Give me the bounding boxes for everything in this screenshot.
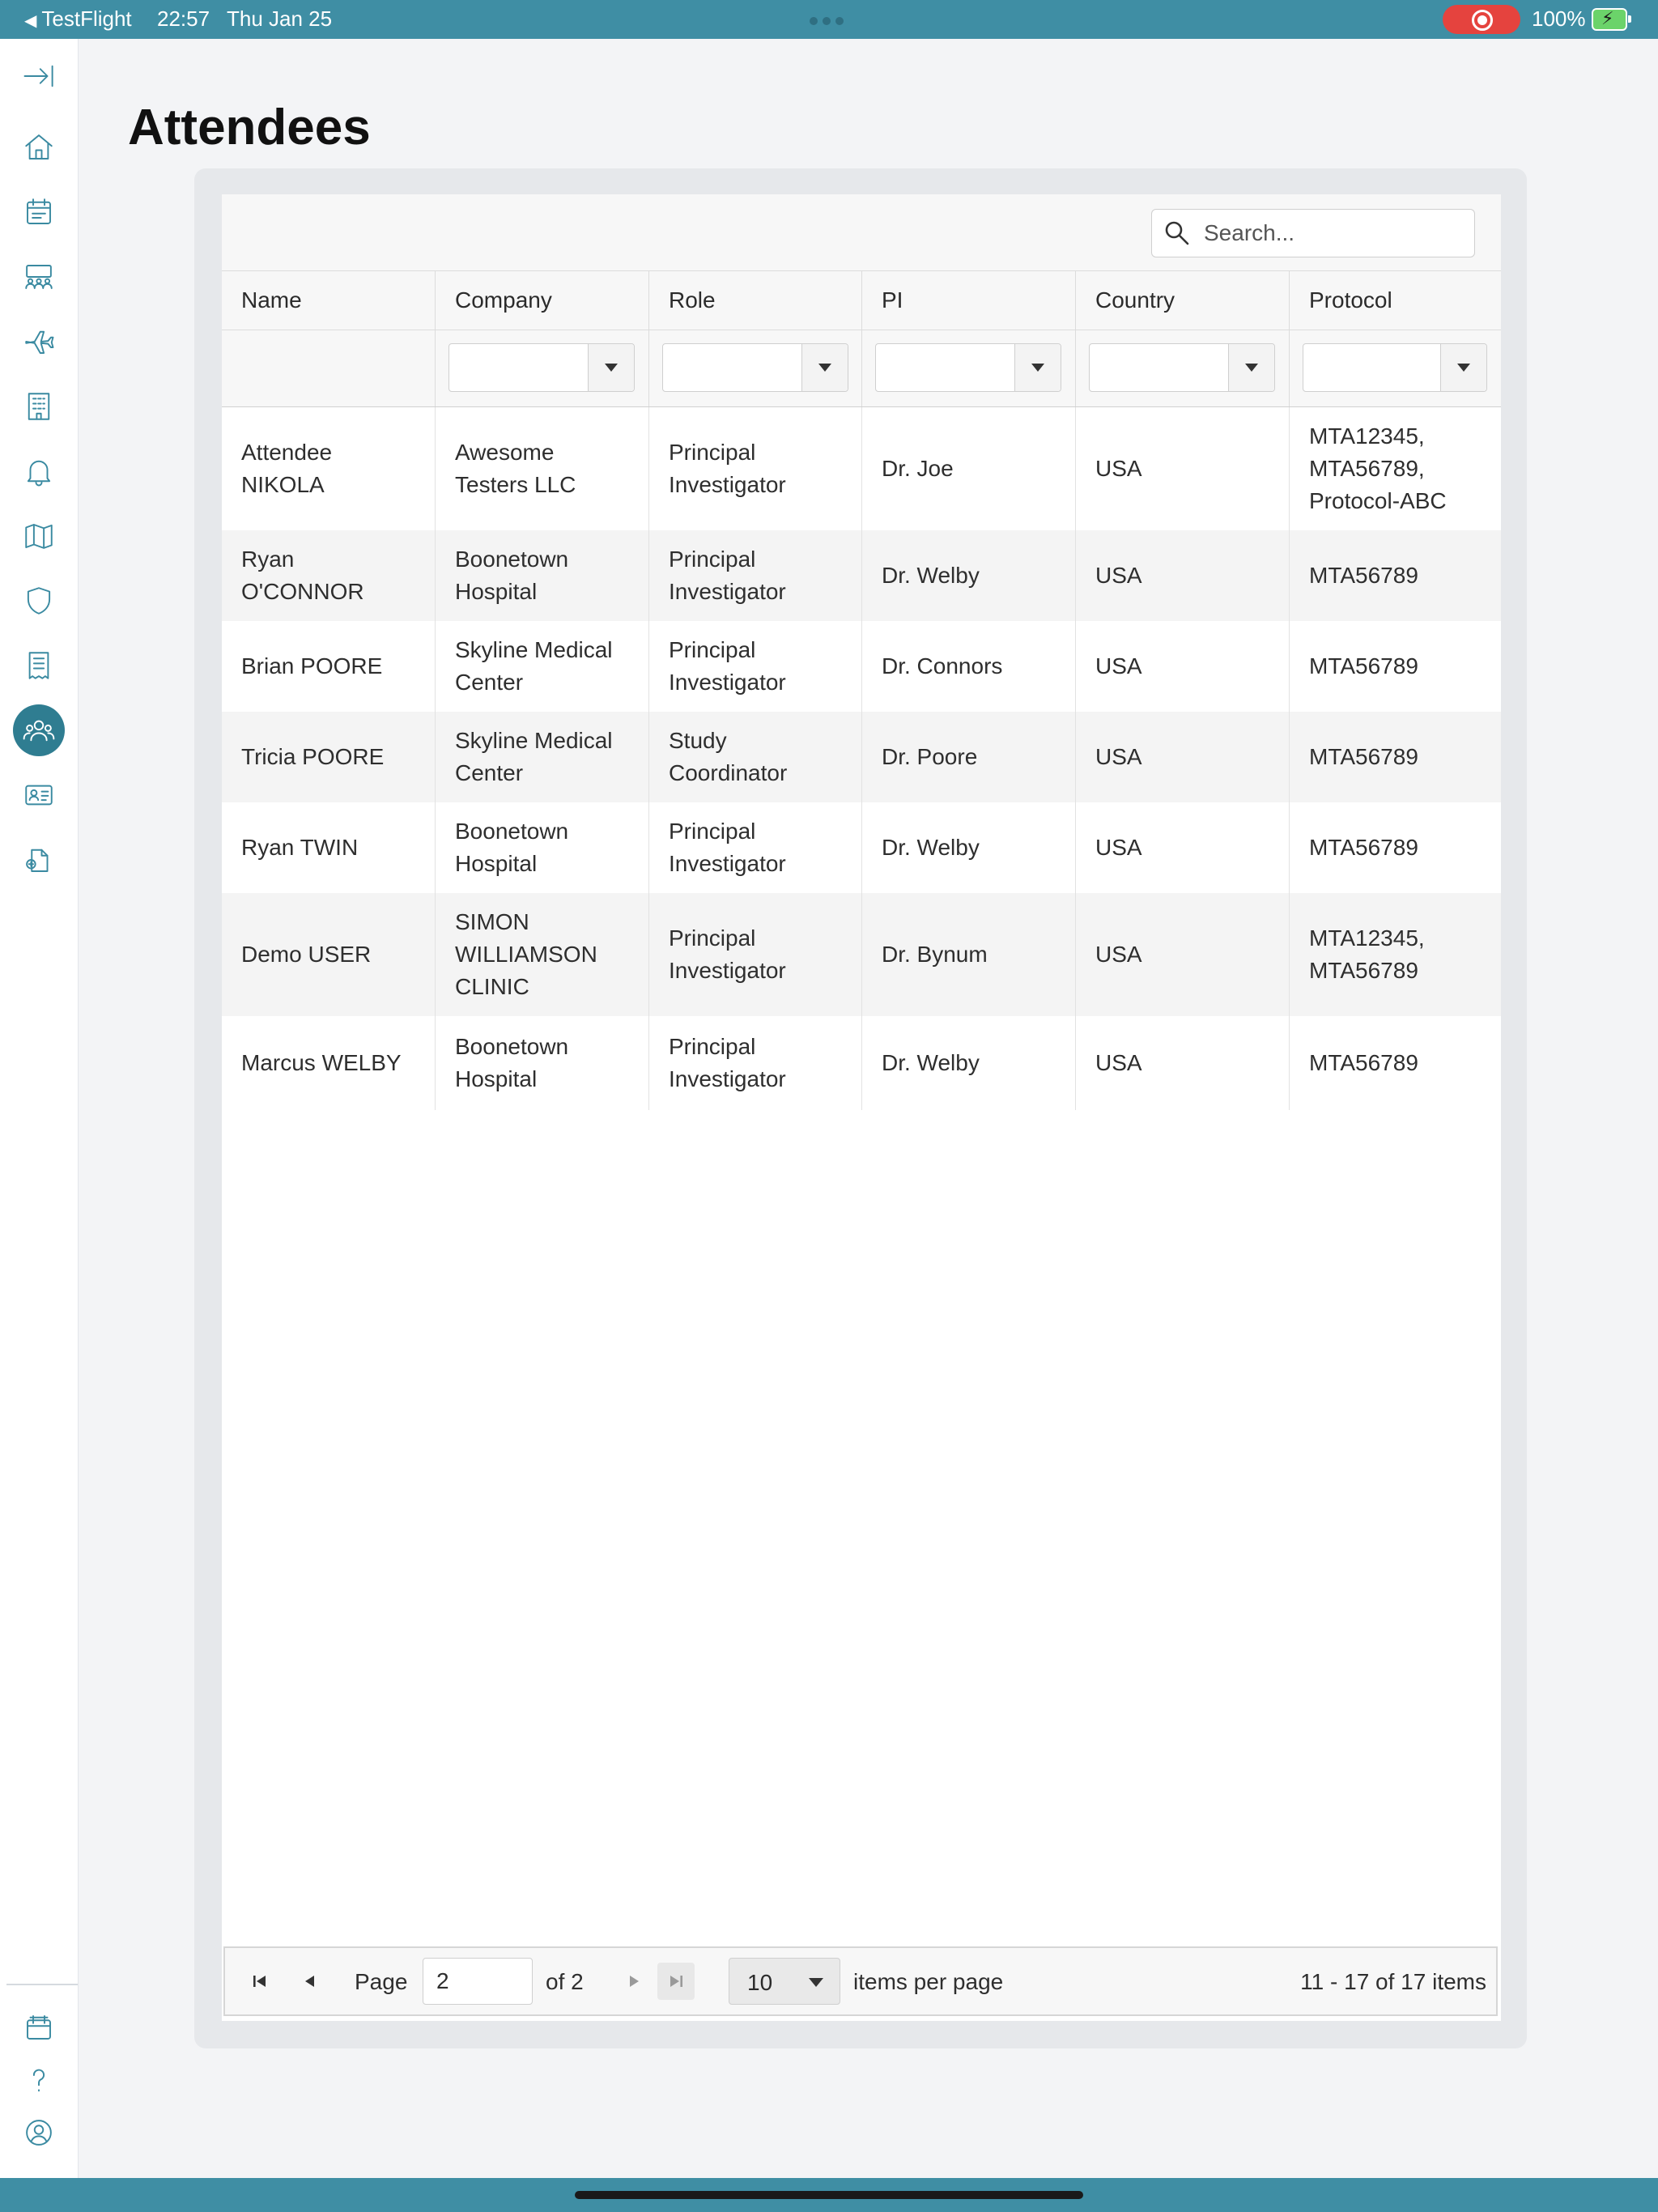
search-input[interactable] — [1202, 216, 1465, 250]
filter-cell-protocol — [1290, 330, 1501, 406]
filter-cell-company — [436, 330, 649, 406]
filter-cell-role — [649, 330, 862, 406]
attendees-grid — [222, 194, 1501, 2021]
cell-company: SIMON WILLIAMSON CLINIC — [436, 893, 649, 1016]
items-per-page-label: items per page — [853, 1969, 1004, 1994]
cell-role: Principal Investigator — [649, 1016, 862, 1110]
cell-company: Boonetown Hospital — [436, 802, 649, 893]
chevron-down-icon[interactable] — [1014, 344, 1061, 391]
cell-protocol: MTA12345, MTA56789, Protocol-ABC — [1309, 423, 1447, 513]
battery-charging-icon: ⚡ — [1592, 8, 1627, 31]
cell-protocol: MTA56789 — [1309, 835, 1418, 860]
sidebar-divider — [6, 1984, 78, 1985]
previous-page-icon — [301, 1972, 319, 1990]
receipt-icon[interactable] — [13, 640, 65, 691]
chevron-down-icon[interactable] — [588, 344, 634, 391]
previous-page-button[interactable] — [291, 1963, 329, 2000]
filter-cell-name — [222, 330, 436, 406]
profile-icon[interactable] — [13, 2107, 65, 2159]
last-page-button[interactable] — [657, 1963, 695, 2000]
cell-country: USA — [1076, 621, 1290, 712]
filter-cell-pi — [862, 330, 1076, 406]
table-row[interactable] — [222, 530, 1501, 621]
cell-protocol: MTA12345, MTA56789 — [1309, 925, 1425, 983]
cell-protocol: MTA56789 — [1309, 653, 1418, 678]
cell-name: Demo USER — [222, 893, 436, 1016]
cell-protocol: MTA56789 — [1309, 563, 1418, 588]
role-filter-dropdown[interactable] — [662, 343, 848, 392]
first-page-button[interactable] — [241, 1963, 278, 2000]
sidebar — [0, 39, 79, 2178]
column-header-role[interactable]: Role — [649, 271, 862, 330]
attendees-icon[interactable] — [13, 704, 65, 756]
first-page-icon — [251, 1972, 269, 1990]
search-icon — [1163, 219, 1191, 251]
meeting-room-icon[interactable] — [13, 251, 65, 303]
cell-role: Principal Investigator — [649, 802, 862, 893]
page-size-select[interactable]: 10 — [729, 1958, 840, 2005]
cell-company: Skyline Medical Center — [436, 621, 649, 712]
chevron-down-icon[interactable] — [1228, 344, 1274, 391]
multitasking-dots-icon[interactable] — [810, 15, 848, 24]
pager-summary: 11 - 17 of 17 items — [1300, 1969, 1486, 1994]
page-number-input[interactable] — [423, 1958, 533, 2005]
home-indicator[interactable] — [575, 2191, 1083, 2199]
cell-country: USA — [1076, 407, 1290, 530]
cell-country: USA — [1076, 1016, 1290, 1110]
help-icon[interactable] — [13, 2055, 65, 2107]
table-row[interactable] — [222, 621, 1501, 712]
bell-icon[interactable] — [13, 445, 65, 497]
cell-country: USA — [1076, 530, 1290, 621]
cell-pi: Dr. Joe — [862, 407, 1076, 530]
cell-pi: Dr. Poore — [862, 712, 1076, 802]
back-arrow-icon: ◀ — [24, 12, 37, 30]
cell-name: Brian POORE — [222, 621, 436, 712]
column-header-company[interactable]: Company — [436, 271, 649, 330]
status-time: 22:57 — [157, 6, 210, 31]
home-icon[interactable] — [13, 121, 65, 173]
cell-pi: Dr. Bynum — [862, 893, 1076, 1016]
column-header-name[interactable]: Name — [222, 271, 436, 330]
cell-name: Tricia POORE — [222, 712, 436, 802]
status-bar — [0, 0, 1658, 39]
cell-role: Principal Investigator — [649, 407, 862, 530]
pager — [223, 1946, 1498, 2016]
filter-cell-country — [1076, 330, 1290, 406]
cell-role: Principal Investigator — [649, 530, 862, 621]
table-row[interactable] — [222, 893, 1501, 1016]
pi-filter-dropdown[interactable] — [875, 343, 1061, 392]
cell-name: Marcus WELBY — [222, 1016, 436, 1110]
hotel-icon[interactable] — [13, 381, 65, 432]
cell-pi: Dr. Welby — [862, 1016, 1076, 1110]
page-title: Attendees — [128, 100, 371, 155]
table-row[interactable] — [222, 1016, 1501, 1110]
cell-role: Principal Investigator — [649, 893, 862, 1016]
cell-name: Attendee NIKOLA — [222, 407, 436, 530]
airplane-icon[interactable] — [13, 316, 65, 368]
cell-protocol: MTA56789 — [1309, 1050, 1418, 1075]
collapse-sidebar-icon[interactable] — [13, 50, 65, 102]
cell-pi: Dr. Welby — [862, 802, 1076, 893]
cell-name: Ryan O'CONNOR — [222, 530, 436, 621]
table-row[interactable] — [222, 407, 1501, 530]
cell-pi: Dr. Welby — [862, 530, 1076, 621]
cell-country: USA — [1076, 893, 1290, 1016]
country-filter-dropdown[interactable] — [1089, 343, 1275, 392]
id-card-icon[interactable] — [13, 769, 65, 821]
cell-pi: Dr. Connors — [862, 621, 1076, 712]
column-header-protocol[interactable]: Protocol — [1309, 287, 1392, 313]
last-page-icon — [667, 1972, 685, 1990]
cell-role: Study Coordinator — [649, 712, 862, 802]
cell-country: USA — [1076, 802, 1290, 893]
protocol-filter-dropdown[interactable] — [1303, 343, 1487, 392]
cell-company: Boonetown Hospital — [436, 1016, 649, 1110]
cell-country: USA — [1076, 712, 1290, 802]
page-count: of 2 — [546, 1969, 584, 1994]
calendar-stack-icon[interactable] — [13, 2001, 65, 2053]
cell-name: Ryan TWIN — [222, 802, 436, 893]
cell-role: Principal Investigator — [649, 621, 862, 712]
status-date: Thu Jan 25 — [227, 6, 333, 31]
cell-company: Skyline Medical Center — [436, 712, 649, 802]
chevron-down-icon[interactable] — [801, 344, 848, 391]
agenda-icon[interactable] — [13, 186, 65, 238]
back-to-app[interactable]: ◀ TestFlight — [24, 6, 132, 31]
chevron-down-icon[interactable] — [1440, 344, 1486, 391]
next-page-icon — [625, 1972, 643, 1990]
documents-icon[interactable] — [13, 834, 65, 886]
cell-protocol: MTA56789 — [1309, 744, 1418, 769]
grid-toolbar — [222, 194, 1501, 271]
battery-percent: 100% — [1532, 6, 1586, 31]
table-row[interactable] — [222, 712, 1501, 802]
cell-company: Boonetown Hospital — [436, 530, 649, 621]
filter-row — [222, 330, 1501, 407]
search-box[interactable] — [1151, 209, 1475, 257]
page-label: Page — [355, 1969, 408, 1994]
company-filter-dropdown[interactable] — [449, 343, 635, 392]
column-header-country[interactable]: Country — [1076, 271, 1290, 330]
next-page-button[interactable] — [615, 1963, 653, 2000]
table-header — [222, 271, 1501, 330]
cell-company: Awesome Testers LLC — [436, 407, 649, 530]
screen-recording-indicator[interactable] — [1443, 5, 1520, 34]
table-row[interactable] — [222, 802, 1501, 893]
shield-icon[interactable] — [13, 575, 65, 627]
column-header-pi[interactable]: PI — [862, 271, 1076, 330]
map-icon[interactable] — [13, 510, 65, 562]
